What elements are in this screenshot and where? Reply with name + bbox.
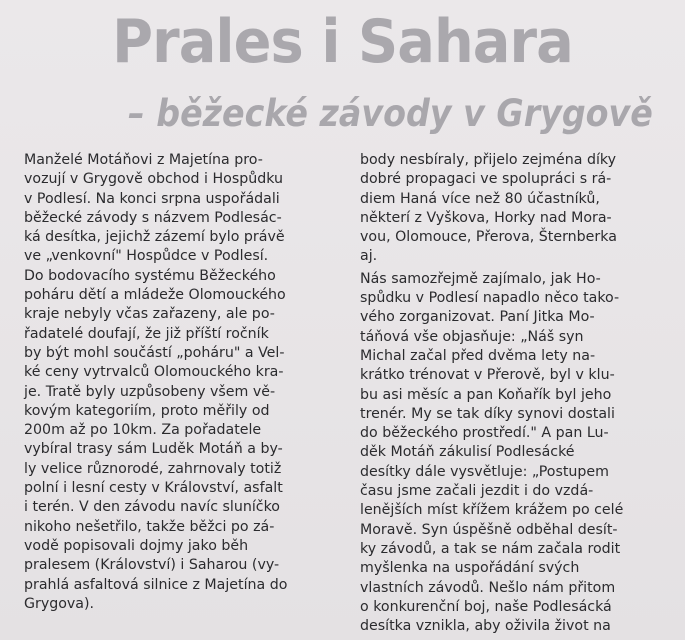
text-line: Michal začal před dvěma lety na- (360, 347, 596, 364)
text-line: diem Haná více než 80 účastníků, (360, 190, 600, 207)
text-line: děk Motáň zákulisí Podlesácké (360, 444, 575, 461)
text-line: vou, Olomouce, Přerova, Šternberka (360, 229, 617, 246)
text-line: Do bodovacího systému Běžeckého (24, 267, 276, 284)
text-line: ly velice různorodé, zahrnovaly totiž (24, 460, 282, 477)
text-line: body nesbíraly, přijelo zejména díky (360, 152, 617, 168)
text-line: Nás samozřejmě zajímalo, jak Ho- (360, 270, 601, 287)
text-line: Moravě. Syn úspěšně odběhal desít- (360, 521, 618, 538)
text-line: prahlá asfaltová silnice z Majetína do (24, 576, 288, 593)
text-line: běžecké závody s názvem Podlesác- (24, 209, 282, 226)
text-line: času jsme začali jezdit i do vzdá- (360, 483, 594, 500)
text-line: by být mohl součástí „poháru" a Vel- (24, 344, 285, 361)
text-line: ká desítka, jejichž zázemí bylo právě (24, 229, 285, 246)
text-line: v Podlesí. Na konci srpna uspořádali (24, 190, 280, 207)
text-line: ve „venkovní" Hospůdce v Podlesí. (24, 248, 269, 265)
text-line: 200m až po 10km. Za pořadatele (24, 422, 262, 439)
text-line: ky závodů, a tak se nám začala rodit (360, 540, 621, 557)
article-subtitle: – běžecké závody v Grygově (128, 92, 653, 135)
text-line: myšlenka na uspořádání svých (360, 560, 580, 577)
text-line: nikoho nešetřilo, takže běžci po zá- (24, 518, 275, 535)
text-line: trenér. My se tak díky synovi dostali (360, 405, 615, 422)
text-line: o konkurenční boj, naše Podlesácká (360, 598, 612, 615)
text-line: vybíral trasy sám Luděk Motáň a by- (24, 441, 283, 458)
text-line: aj. (360, 248, 378, 265)
text-line: vodě popisovali dojmy jako běh (24, 537, 249, 554)
text-line: je. Tratě byly uzpůsobeny všem vě- (24, 383, 276, 400)
text-line: některí z Vyškova, Horky nad Mora- (360, 209, 612, 226)
left-column (24, 151, 350, 614)
text-line: dobré propagaci ve spolupráci s rá- (360, 171, 612, 188)
text-line: táňová vše objasňuje: „Náš syn (360, 328, 584, 345)
text-line: do běžeckého prostředí." A pan Lu- (360, 425, 609, 442)
article-title: Prales i Sahara (112, 7, 573, 77)
text-line: Manželé Motáňovi z Majetína pro- (24, 152, 263, 168)
text-line: Grygova). (24, 595, 95, 612)
text-line: krátko trénovat v Přerově, byl v klu- (360, 367, 615, 384)
text-line: vozují v Grygově obchod i Hospůdku (24, 171, 283, 188)
text-line: spůdku v Podlesí napadlo něco tako- (360, 290, 620, 307)
right-column (360, 151, 678, 636)
text-line: polní i lesní cesty v Království, asfalt (24, 480, 283, 497)
text-line: kraje nebyly včas zařazeny, ale po- (24, 306, 275, 323)
text-line: pralesem (Království) i Saharou (vy- (24, 557, 280, 574)
text-line: řadatelé doufají, že již příští ročník (24, 325, 269, 342)
text-line: desítky dále vysvětluje: „Postupem (360, 463, 609, 480)
text-line: lenějších míst křížem krážem po celé (360, 502, 624, 519)
text-line: vého zorganizovat. Paní Jitka Mo- (360, 309, 595, 326)
text-line: i terén. V den závodu navíc sluníčko (24, 499, 280, 516)
text-line: desítka vznikla, aby oživila život na (360, 618, 611, 635)
text-line: poháru dětí a mládeže Olomouckého (24, 287, 286, 304)
text-line: ké ceny vytrvalců Olomouckého kra- (24, 364, 284, 381)
text-line: bu asi měsíc a pan Koňařík byl jeho (360, 386, 612, 403)
text-line: vlastních závodů. Nešlo nám přitom (360, 579, 616, 596)
text-line: kovým kategoriím, proto měřily od (24, 402, 270, 419)
